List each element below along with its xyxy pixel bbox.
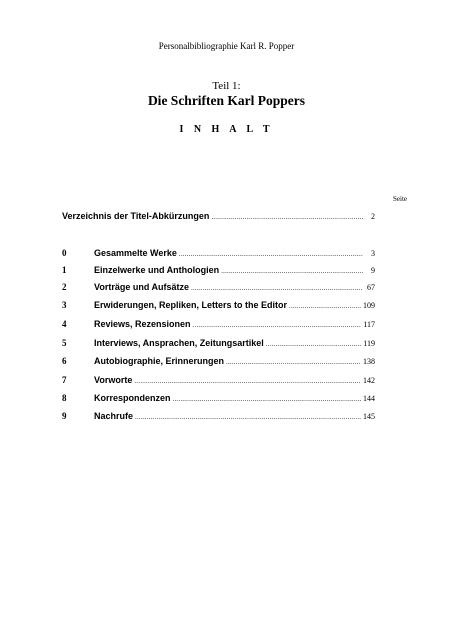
part-label: Teil 1: <box>212 80 241 92</box>
toc-entry-title: Vorworte <box>94 375 133 385</box>
toc-entry-page: 2 <box>371 212 375 221</box>
toc-entry-8[interactable] <box>62 393 375 406</box>
toc-entry-page: 3 <box>371 249 375 258</box>
toc-entry-page: 117 <box>363 320 375 329</box>
toc-entry-title: Erwiderungen, Repliken, Letters to the Editor <box>94 300 288 310</box>
toc-entry-number: 8 <box>62 393 67 403</box>
toc-entry-title: Interviews, Ansprachen, Zeitungsartikel <box>94 338 264 348</box>
toc-entry-2[interactable] <box>62 282 375 295</box>
part-title: Die Schriften Karl Poppers <box>147 93 306 108</box>
toc-entry-number: 3 <box>62 300 67 310</box>
toc-entry-number: 1 <box>62 265 67 275</box>
toc-leader <box>289 302 361 310</box>
toc-entry-page: 119 <box>363 339 375 348</box>
toc-leader <box>134 377 361 385</box>
toc-entry-page: 138 <box>363 357 375 366</box>
toc-leader <box>266 340 362 348</box>
toc-entry-4[interactable] <box>62 319 375 332</box>
toc-entry-abbreviations[interactable] <box>62 211 375 224</box>
toc-entry-page: 9 <box>371 266 375 275</box>
toc-leader <box>179 250 363 258</box>
toc-entry-5[interactable] <box>62 338 375 351</box>
toc-entry-page: 145 <box>363 412 375 421</box>
toc-entry-number: 2 <box>62 282 67 292</box>
page-column-label: Seite <box>393 195 407 203</box>
toc-entry-page: 144 <box>363 394 375 403</box>
toc-entry-0[interactable] <box>62 248 375 261</box>
toc-leader <box>191 284 363 292</box>
toc-entry-page: 109 <box>363 301 375 310</box>
toc-entry-7[interactable] <box>62 375 375 388</box>
toc-entry-title: Reviews, Rezensionen <box>94 319 191 329</box>
toc-entry-number: 5 <box>62 338 67 348</box>
toc-entry-number: 9 <box>62 411 67 421</box>
toc-entry-title: Korrespondenzen <box>94 393 171 403</box>
toc-entry-number: 4 <box>62 319 67 329</box>
toc-entry-title: Verzeichnis der Titel-Abkürzungen <box>62 211 210 221</box>
toc-leader <box>135 413 361 421</box>
toc-entry-page: 142 <box>363 376 375 385</box>
toc-entry-title: Vorträge und Aufsätze <box>94 282 190 292</box>
toc-entry-6[interactable] <box>62 356 375 369</box>
toc-entry-3[interactable] <box>62 300 375 313</box>
toc-entry-title: Einzelwerke und Anthologien <box>94 265 220 275</box>
running-head: Personalbibliographie Karl R. Popper <box>158 41 295 51</box>
toc-entry-title: Gesammelte Werke <box>94 248 177 258</box>
toc-leader <box>173 395 361 403</box>
toc-entry-9[interactable] <box>62 411 375 424</box>
toc-leader <box>211 213 363 221</box>
toc-entry-title: Autobiographie, Erinnerungen <box>94 356 224 366</box>
toc-leader <box>193 321 362 329</box>
toc-entry-1[interactable] <box>62 265 375 278</box>
toc-entry-page: 67 <box>367 283 375 292</box>
contents-heading: I N H A L T <box>179 124 274 135</box>
toc-entry-number: 0 <box>62 248 67 258</box>
toc-leader <box>221 267 363 275</box>
toc-entry-number: 7 <box>62 375 67 385</box>
toc-entry-number: 6 <box>62 356 67 366</box>
toc-entry-title: Nachrufe <box>94 411 134 421</box>
toc-leader <box>226 358 361 366</box>
